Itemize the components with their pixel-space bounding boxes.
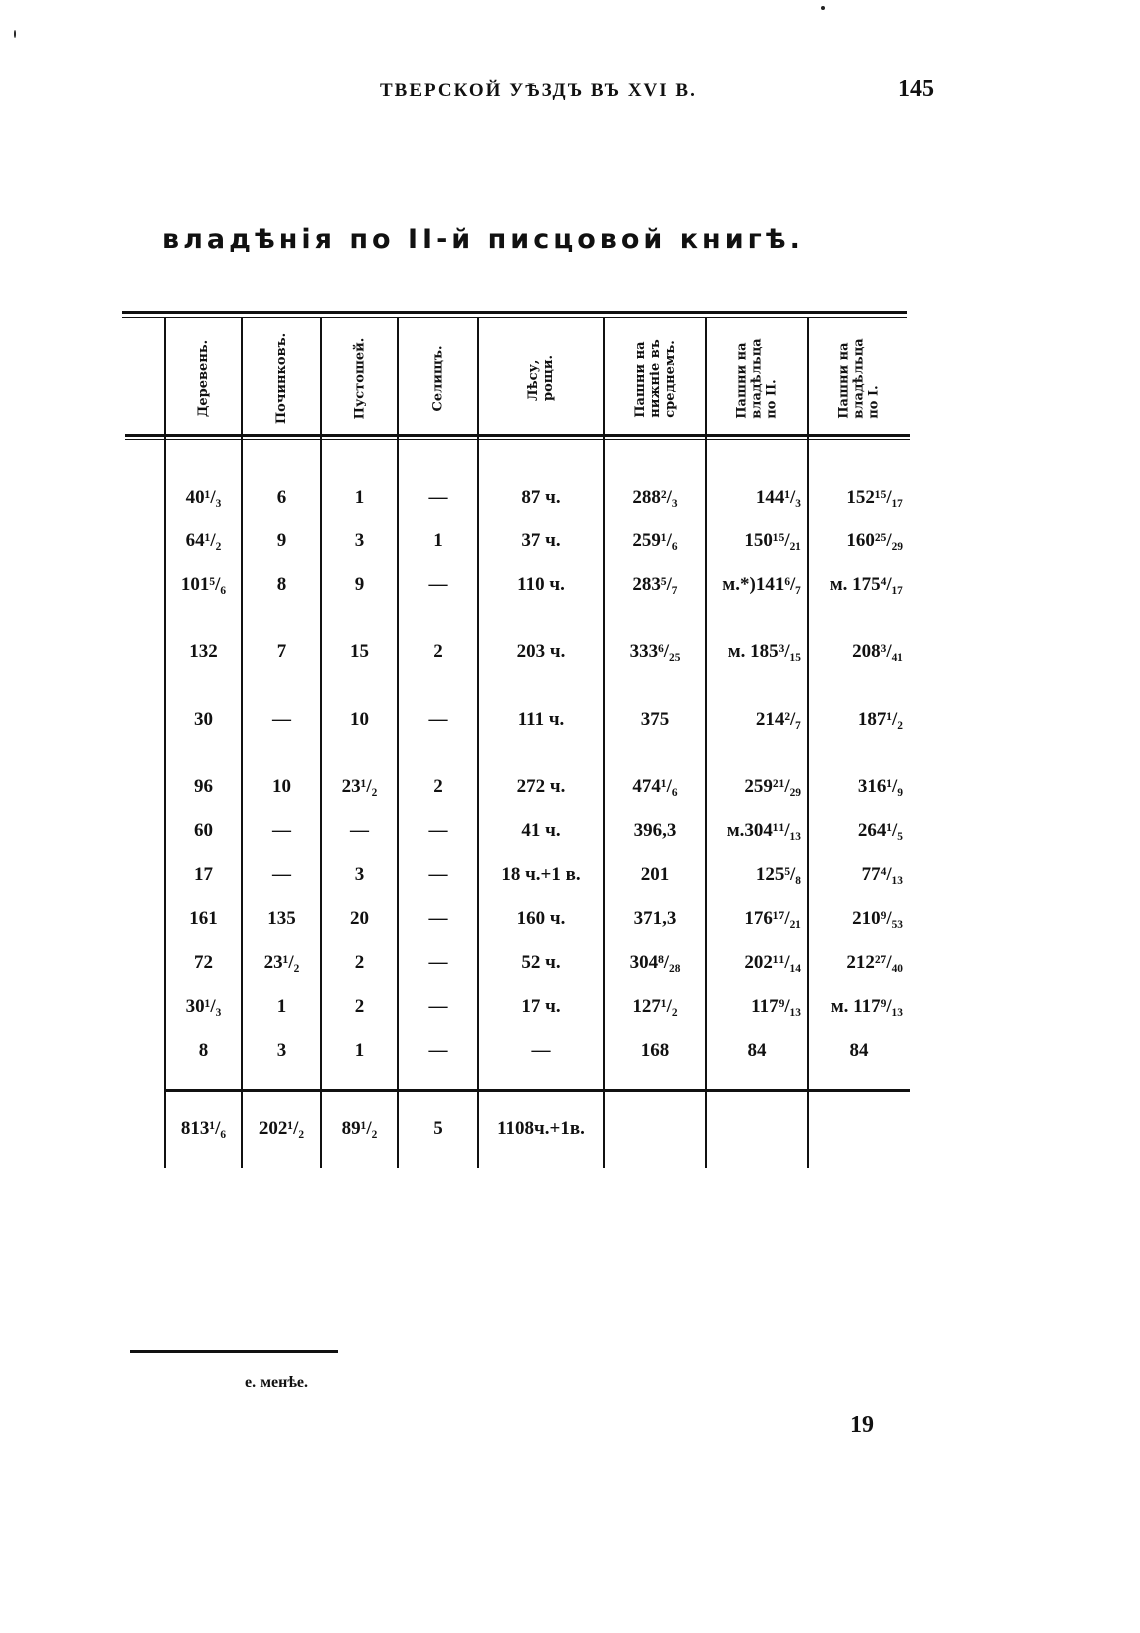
table-cell: м. 175⁴/₁₇: [829, 574, 903, 595]
table-cell: м. 185³/₁₅: [727, 641, 801, 662]
table-cell: 17: [194, 864, 213, 885]
table-cell: 152¹⁵/₁₇: [846, 487, 903, 508]
table-cell: 1: [433, 530, 443, 551]
column-header-new-settlements: Починковъ.: [274, 332, 289, 424]
table-cell: 144¹/₃: [755, 487, 801, 508]
table-cell: 23¹/₂: [263, 952, 300, 973]
table-cell: 203 ч.: [516, 641, 566, 662]
total-cell: 5: [433, 1118, 443, 1139]
total-cell: [605, 1114, 705, 1144]
table-cell: 212²⁷/₄₀: [846, 952, 903, 973]
table-cell: 52 ч.: [521, 952, 561, 973]
table-cell: 150¹⁵/₂₁: [744, 530, 801, 551]
table-cell: 2: [354, 996, 365, 1017]
table-cell: 18 ч.+1 в.: [501, 864, 581, 885]
table-cell: 3: [354, 864, 365, 885]
table-cell: 17 ч.: [521, 996, 561, 1017]
table-cell: —: [272, 864, 291, 885]
total-cell: 813¹/₆: [180, 1118, 227, 1139]
print-speck: [821, 6, 825, 10]
footnote: е. менѣе.: [245, 1374, 309, 1391]
table-cell: м.304¹¹/₁₃: [726, 820, 801, 841]
table-cell: 15: [350, 641, 369, 662]
table-cell: —: [350, 820, 369, 841]
page-number: 145: [898, 76, 934, 102]
table-cell: 87 ч.: [521, 487, 561, 508]
table-cell: 272 ч.: [516, 776, 566, 797]
table-cell: 30: [194, 709, 213, 730]
table-cell: —: [272, 709, 291, 730]
table-cell: 84: [849, 1040, 869, 1061]
table-cell: 259¹/₆: [632, 530, 678, 551]
table-cell: 3: [276, 1040, 287, 1061]
column-header-arable-owner-i: Пашни на владѣльца по I.: [836, 337, 882, 419]
table-cell: 9: [276, 530, 287, 551]
table-cell: 111 ч.: [517, 709, 565, 730]
table-cell: —: [428, 1040, 448, 1061]
total-cell: 89¹/₂: [341, 1118, 378, 1139]
table-cell: —: [428, 820, 448, 841]
table-cell: 127¹/₂: [632, 996, 678, 1017]
table-cell: 30¹/₃: [185, 996, 222, 1017]
column-header-forest: Лѣсу, рощи.: [526, 355, 556, 401]
total-cell: [707, 1114, 807, 1144]
table-cell: 474¹/₆: [632, 776, 678, 797]
print-speck: [14, 30, 16, 38]
table-cell: 84: [747, 1040, 767, 1061]
column-header-villages: Деревень.: [196, 339, 212, 417]
column-header-arable-owner-ii: Пашни на владѣльца по II.: [734, 337, 780, 419]
table-cell: 304⁸/₂₈: [629, 952, 681, 973]
table-cell: 176¹⁷/₂₁: [744, 908, 801, 929]
table-cell: 135: [267, 908, 296, 929]
table-cell: 264¹/₅: [857, 820, 903, 841]
table-cell: 210⁹/₅₃: [852, 908, 903, 929]
table-cell: —: [428, 864, 448, 885]
table-cell: 96: [194, 776, 213, 797]
table-cell: 288²/₃: [632, 487, 678, 508]
table-cell: 60: [194, 820, 213, 841]
table-cell: 64¹/₂: [185, 530, 222, 551]
table-cell: 20: [350, 908, 369, 929]
table-cell: 214²/₇: [755, 709, 801, 730]
table-cell: м. 117⁹/₁₃: [830, 996, 903, 1017]
table-cell: 117⁹/₁₃: [751, 996, 801, 1017]
table-cell: 1: [354, 1040, 365, 1061]
table-cell: —: [428, 574, 448, 595]
table-cell: 2: [354, 952, 365, 973]
table-cell: 187¹/₂: [857, 709, 903, 730]
footnote-rule: [130, 1350, 338, 1353]
table-cell: —: [428, 952, 448, 973]
table-title: владѣнія по II-й писцовой книгѣ.: [162, 224, 804, 255]
table-cell: 396,3: [633, 820, 677, 841]
table-cell: 37 ч.: [521, 530, 561, 551]
table-cell: 110 ч.: [517, 574, 565, 595]
table-cell: 6: [276, 487, 287, 508]
table-cell: —: [428, 996, 448, 1017]
table-cell: 371,3: [633, 908, 677, 929]
table-cell: 10: [272, 776, 291, 797]
table-cell: 41 ч.: [521, 820, 561, 841]
table-cell: 316¹/₉: [857, 776, 903, 797]
totals-rule: [165, 1089, 910, 1092]
running-head: ТВЕРСКОЙ УѢЗДЪ ВЪ XVI В.: [380, 80, 697, 101]
table-cell: 23¹/₂: [341, 776, 378, 797]
table-cell: 333⁶/₂₅: [629, 641, 681, 662]
table-cell: 201: [640, 864, 670, 885]
table-cell: —: [272, 820, 291, 841]
total-cell: [809, 1114, 909, 1144]
table-cell: 8: [276, 574, 287, 595]
table-cell: 259²¹/₂₉: [744, 776, 801, 797]
table-cell: 202¹¹/₁₄: [744, 952, 801, 973]
table-cell: 2: [433, 776, 443, 797]
table-cell: —: [428, 487, 448, 508]
table-top-rule-thin: [122, 317, 907, 318]
table-cell: 160 ч.: [516, 908, 566, 929]
table-top-rule: [122, 311, 907, 314]
table-cell: 168: [640, 1040, 670, 1061]
table-cell: 132: [189, 641, 218, 662]
table-cell: 77⁴/₁₃: [861, 864, 903, 885]
table-cell: 161: [189, 908, 218, 929]
table-cell: —: [428, 908, 448, 929]
table-cell: м.*)141⁶/₇: [722, 574, 801, 595]
table-cell: 7: [276, 641, 287, 662]
column-header-wastelands: Пустошей.: [352, 337, 367, 419]
total-cell: 1108ч.+1в.: [497, 1118, 585, 1139]
table-cell: 1: [354, 487, 365, 508]
total-cell: 202¹/₂: [258, 1118, 305, 1139]
column-header-arable-average: Пашни на нижніе въ среднемъ.: [632, 338, 678, 418]
signature-mark: 19: [850, 1412, 874, 1438]
table-cell: 2: [433, 641, 443, 662]
table-cell: 9: [354, 574, 365, 595]
table-cell: 125⁵/₈: [755, 864, 801, 885]
table-cell: 8: [198, 1040, 209, 1061]
table-cell: —: [531, 1040, 551, 1061]
table-cell: 10: [350, 709, 369, 730]
table-cell: 101⁵/₆: [180, 574, 227, 595]
table-cell: 40¹/₃: [185, 487, 222, 508]
table-cell: —: [428, 709, 448, 730]
table-cell: 208³/₄₁: [852, 641, 903, 662]
table-cell: 3: [354, 530, 365, 551]
table-cell: 160²⁵/₂₉: [846, 530, 903, 551]
table-cell: 283⁵/₇: [632, 574, 678, 595]
table-cell: 72: [194, 952, 213, 973]
table-cell: 1: [276, 996, 287, 1017]
table-cell: 375: [640, 709, 670, 730]
column-header-abandoned-villages: Селищъ.: [430, 345, 446, 411]
